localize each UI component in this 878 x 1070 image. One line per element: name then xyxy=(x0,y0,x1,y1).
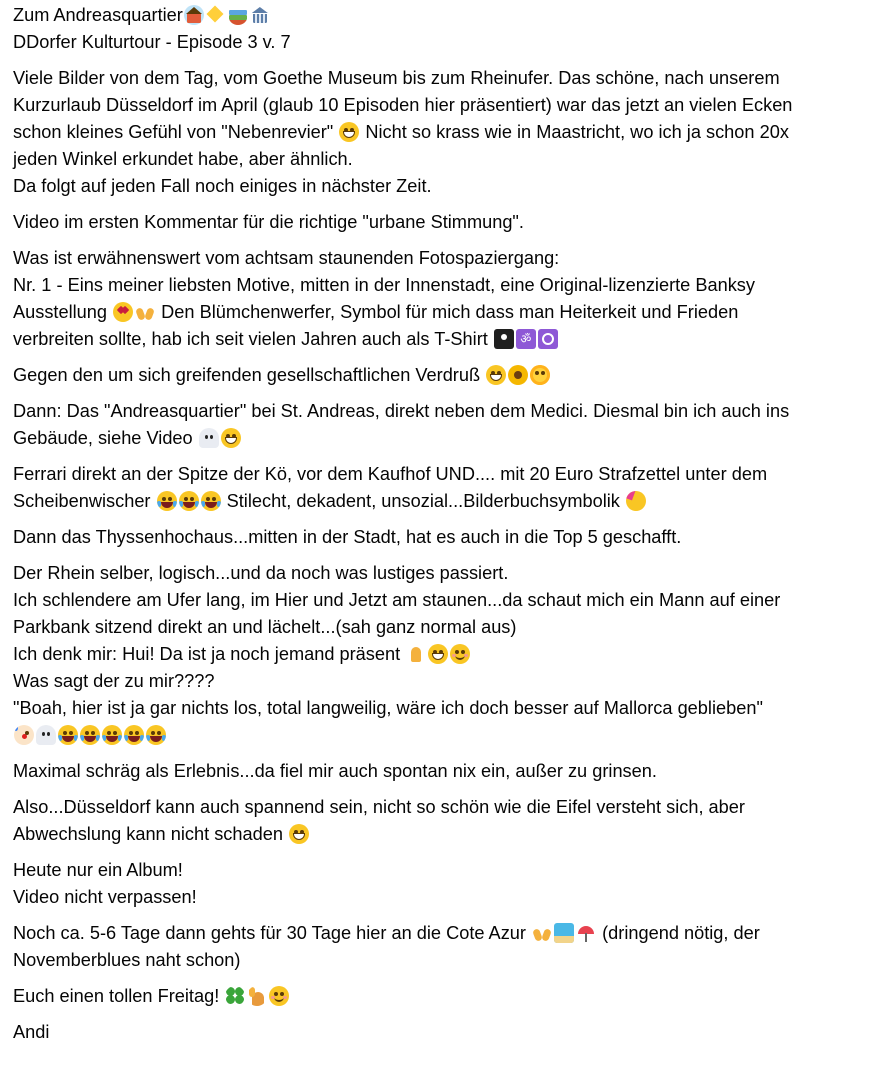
joy-icon xyxy=(157,491,177,511)
umbrella-icon xyxy=(576,923,596,943)
pirate-flag-icon xyxy=(494,329,514,349)
star-struck-icon xyxy=(113,302,133,322)
text-line: Maximal schräg als Erlebnis...da fiel mir auch spontan nix ein, außer zu grinsen. xyxy=(13,761,657,781)
text-span: Den Blümchenwerfer, Symbol für mich dass man Heiterkeit und Frieden xyxy=(156,302,739,322)
paragraph-freitag xyxy=(13,983,864,1010)
text-line xyxy=(13,821,864,848)
post-title: Zum Andreasquartier xyxy=(13,5,183,25)
text-line xyxy=(13,425,864,452)
text-line: Parkbank sitzend direkt an und lächelt...(sah ganz normal aus) xyxy=(13,617,517,637)
text-line: Was sagt der zu mir???? xyxy=(13,671,215,691)
dizzy-icon xyxy=(206,5,226,25)
joy-icon xyxy=(102,725,122,745)
paragraph-banksy xyxy=(13,245,864,353)
paragraph-ferrari xyxy=(13,461,864,515)
paragraph-album xyxy=(13,857,864,911)
text-span: schon kleines Gefühl von "Nebenrevier" xyxy=(13,122,334,142)
text-line xyxy=(13,119,864,146)
paragraph-andreasquartier xyxy=(13,398,864,452)
paragraph-rhein xyxy=(13,560,864,749)
paragraph-video-note xyxy=(13,209,864,236)
text-span: (dringend nötig, der xyxy=(597,923,760,943)
house-building-icon xyxy=(184,5,204,25)
joy-icon xyxy=(80,725,100,745)
joy-icon xyxy=(179,491,199,511)
text-line: Viele Bilder von dem Tag, vom Goethe Museum bis zum Rheinufer. Das schöne, nach unserem xyxy=(13,68,780,88)
paragraph-duesseldorf xyxy=(13,794,864,848)
grin-icon xyxy=(339,122,359,142)
raising-hands-icon xyxy=(135,302,155,322)
text-line: Der Rhein selber, logisch...und da noch was lustiges passiert. xyxy=(13,563,509,583)
om-icon: ॐ xyxy=(516,329,536,349)
text-line: Novemberblues naht schon) xyxy=(13,950,241,970)
text-line: "Boah, hier ist ja gar nichts los, total langweilig, wäre ich doch besser auf Mallorca geblieben" xyxy=(13,698,763,718)
joy-icon xyxy=(201,491,221,511)
joy-icon xyxy=(146,725,166,745)
text-span: Gebäude, siehe Video xyxy=(13,428,193,448)
text-line: Da folgt auf jeden Fall noch einiges in nächster Zeit. xyxy=(13,176,432,196)
person-raising-hand-icon xyxy=(247,986,267,1006)
grin-icon xyxy=(289,824,309,844)
post-subtitle: DDorfer Kulturtour - Episode 3 v. 7 xyxy=(13,32,291,52)
joy-icon xyxy=(124,725,144,745)
text-line xyxy=(13,641,864,668)
text-span: verbreiten sollte, hab ich seit vielen Jahren auch als T-Shirt xyxy=(13,329,488,349)
ghost-icon xyxy=(36,725,56,745)
smile-icon xyxy=(269,986,289,1006)
paragraph-thyssen xyxy=(13,524,864,551)
clover-icon xyxy=(225,986,245,1006)
sunflower-icon xyxy=(508,365,528,385)
paragraph-cote-azur xyxy=(13,920,864,974)
pray-icon xyxy=(406,644,426,664)
grin-icon xyxy=(221,428,241,448)
text-line: Video nicht verpassen! xyxy=(13,887,197,907)
text-line: Nr. 1 - Eins meiner liebsten Motive, mitten in der Innenstadt, eine Original-lizenzierte Banksy xyxy=(13,275,755,295)
text-span: Gegen den um sich greifenden gesellschaftlichen Verdruß xyxy=(13,365,481,385)
joy-icon xyxy=(58,725,78,745)
text-span: Scheibenwischer xyxy=(13,491,151,511)
signature-block xyxy=(13,1019,864,1046)
text-line xyxy=(13,983,864,1010)
beach-icon xyxy=(554,923,574,943)
partying-face-icon xyxy=(626,491,646,511)
post-header xyxy=(13,2,864,56)
text-span: Ich denk mir: Hui! Da ist ja noch jemand präsent xyxy=(13,644,401,664)
emoji-line xyxy=(13,722,864,749)
text-span: Nicht so krass wie in Maastricht, wo ich ja schon 20x xyxy=(360,122,789,142)
paragraph-schraeg xyxy=(13,758,864,785)
grin-icon xyxy=(486,365,506,385)
text-line xyxy=(13,326,864,353)
paragraph-verdruss xyxy=(13,362,864,389)
text-line: Ferrari direkt an der Spitze der Kö, vor dem Kaufhof UND.... mit 20 Euro Strafzettel unter dem xyxy=(13,464,768,484)
raising-hands-icon xyxy=(532,923,552,943)
text-line xyxy=(13,299,864,326)
museum-icon xyxy=(250,5,270,25)
smile-icon xyxy=(450,644,470,664)
text-span: Stilecht, dekadent, unsozial...Bilderbuchsymbolik xyxy=(221,491,620,511)
text-line: Also...Düsseldorf kann auch spannend sein, nicht so schön wie die Eifel versteht sich, aber xyxy=(13,797,745,817)
text-span: Ausstellung xyxy=(13,302,108,322)
paragraph-intro xyxy=(13,65,864,200)
text-span: Euch einen tollen Freitag! xyxy=(13,986,220,1006)
text-line: Dann: Das "Andreasquartier" bei St. Andreas, direkt neben dem Medici. Diesmal bin ich auch ins xyxy=(13,401,790,421)
ghost-icon xyxy=(199,428,219,448)
text-line xyxy=(13,488,864,515)
dharma-wheel-icon xyxy=(538,329,558,349)
text-span: Abwechslung kann nicht schaden xyxy=(13,824,283,844)
text-line: Dann das Thyssenhochaus...mitten in der Stadt, hat es auch in die Top 5 geschafft. xyxy=(13,527,682,547)
text-line: jeden Winkel erkundet habe, aber ähnlich. xyxy=(13,149,353,169)
text-line: Video im ersten Kommentar für die richtige "urbane Stimmung". xyxy=(13,212,524,232)
sun-face-icon xyxy=(530,365,550,385)
text-line xyxy=(13,920,864,947)
clown-icon xyxy=(14,725,34,745)
books-icon xyxy=(228,5,248,25)
grin-icon xyxy=(428,644,448,664)
text-line: Ich schlendere am Ufer lang, im Hier und Jetzt am staunen...da schaut mich ein Mann auf einer xyxy=(13,590,781,610)
text-line: Heute nur ein Album! xyxy=(13,860,183,880)
text-line: Kurzurlaub Düsseldorf im April (glaub 10 Episoden hier präsentiert) war das jetzt an vielen Ecken xyxy=(13,95,793,115)
text-line xyxy=(13,362,864,389)
signature: Andi xyxy=(13,1022,50,1042)
text-line: Was ist erwähnenswert vom achtsam staunenden Fotospaziergang: xyxy=(13,248,560,268)
text-span: Noch ca. 5-6 Tage dann gehts für 30 Tage hier an die Cote Azur xyxy=(13,923,526,943)
